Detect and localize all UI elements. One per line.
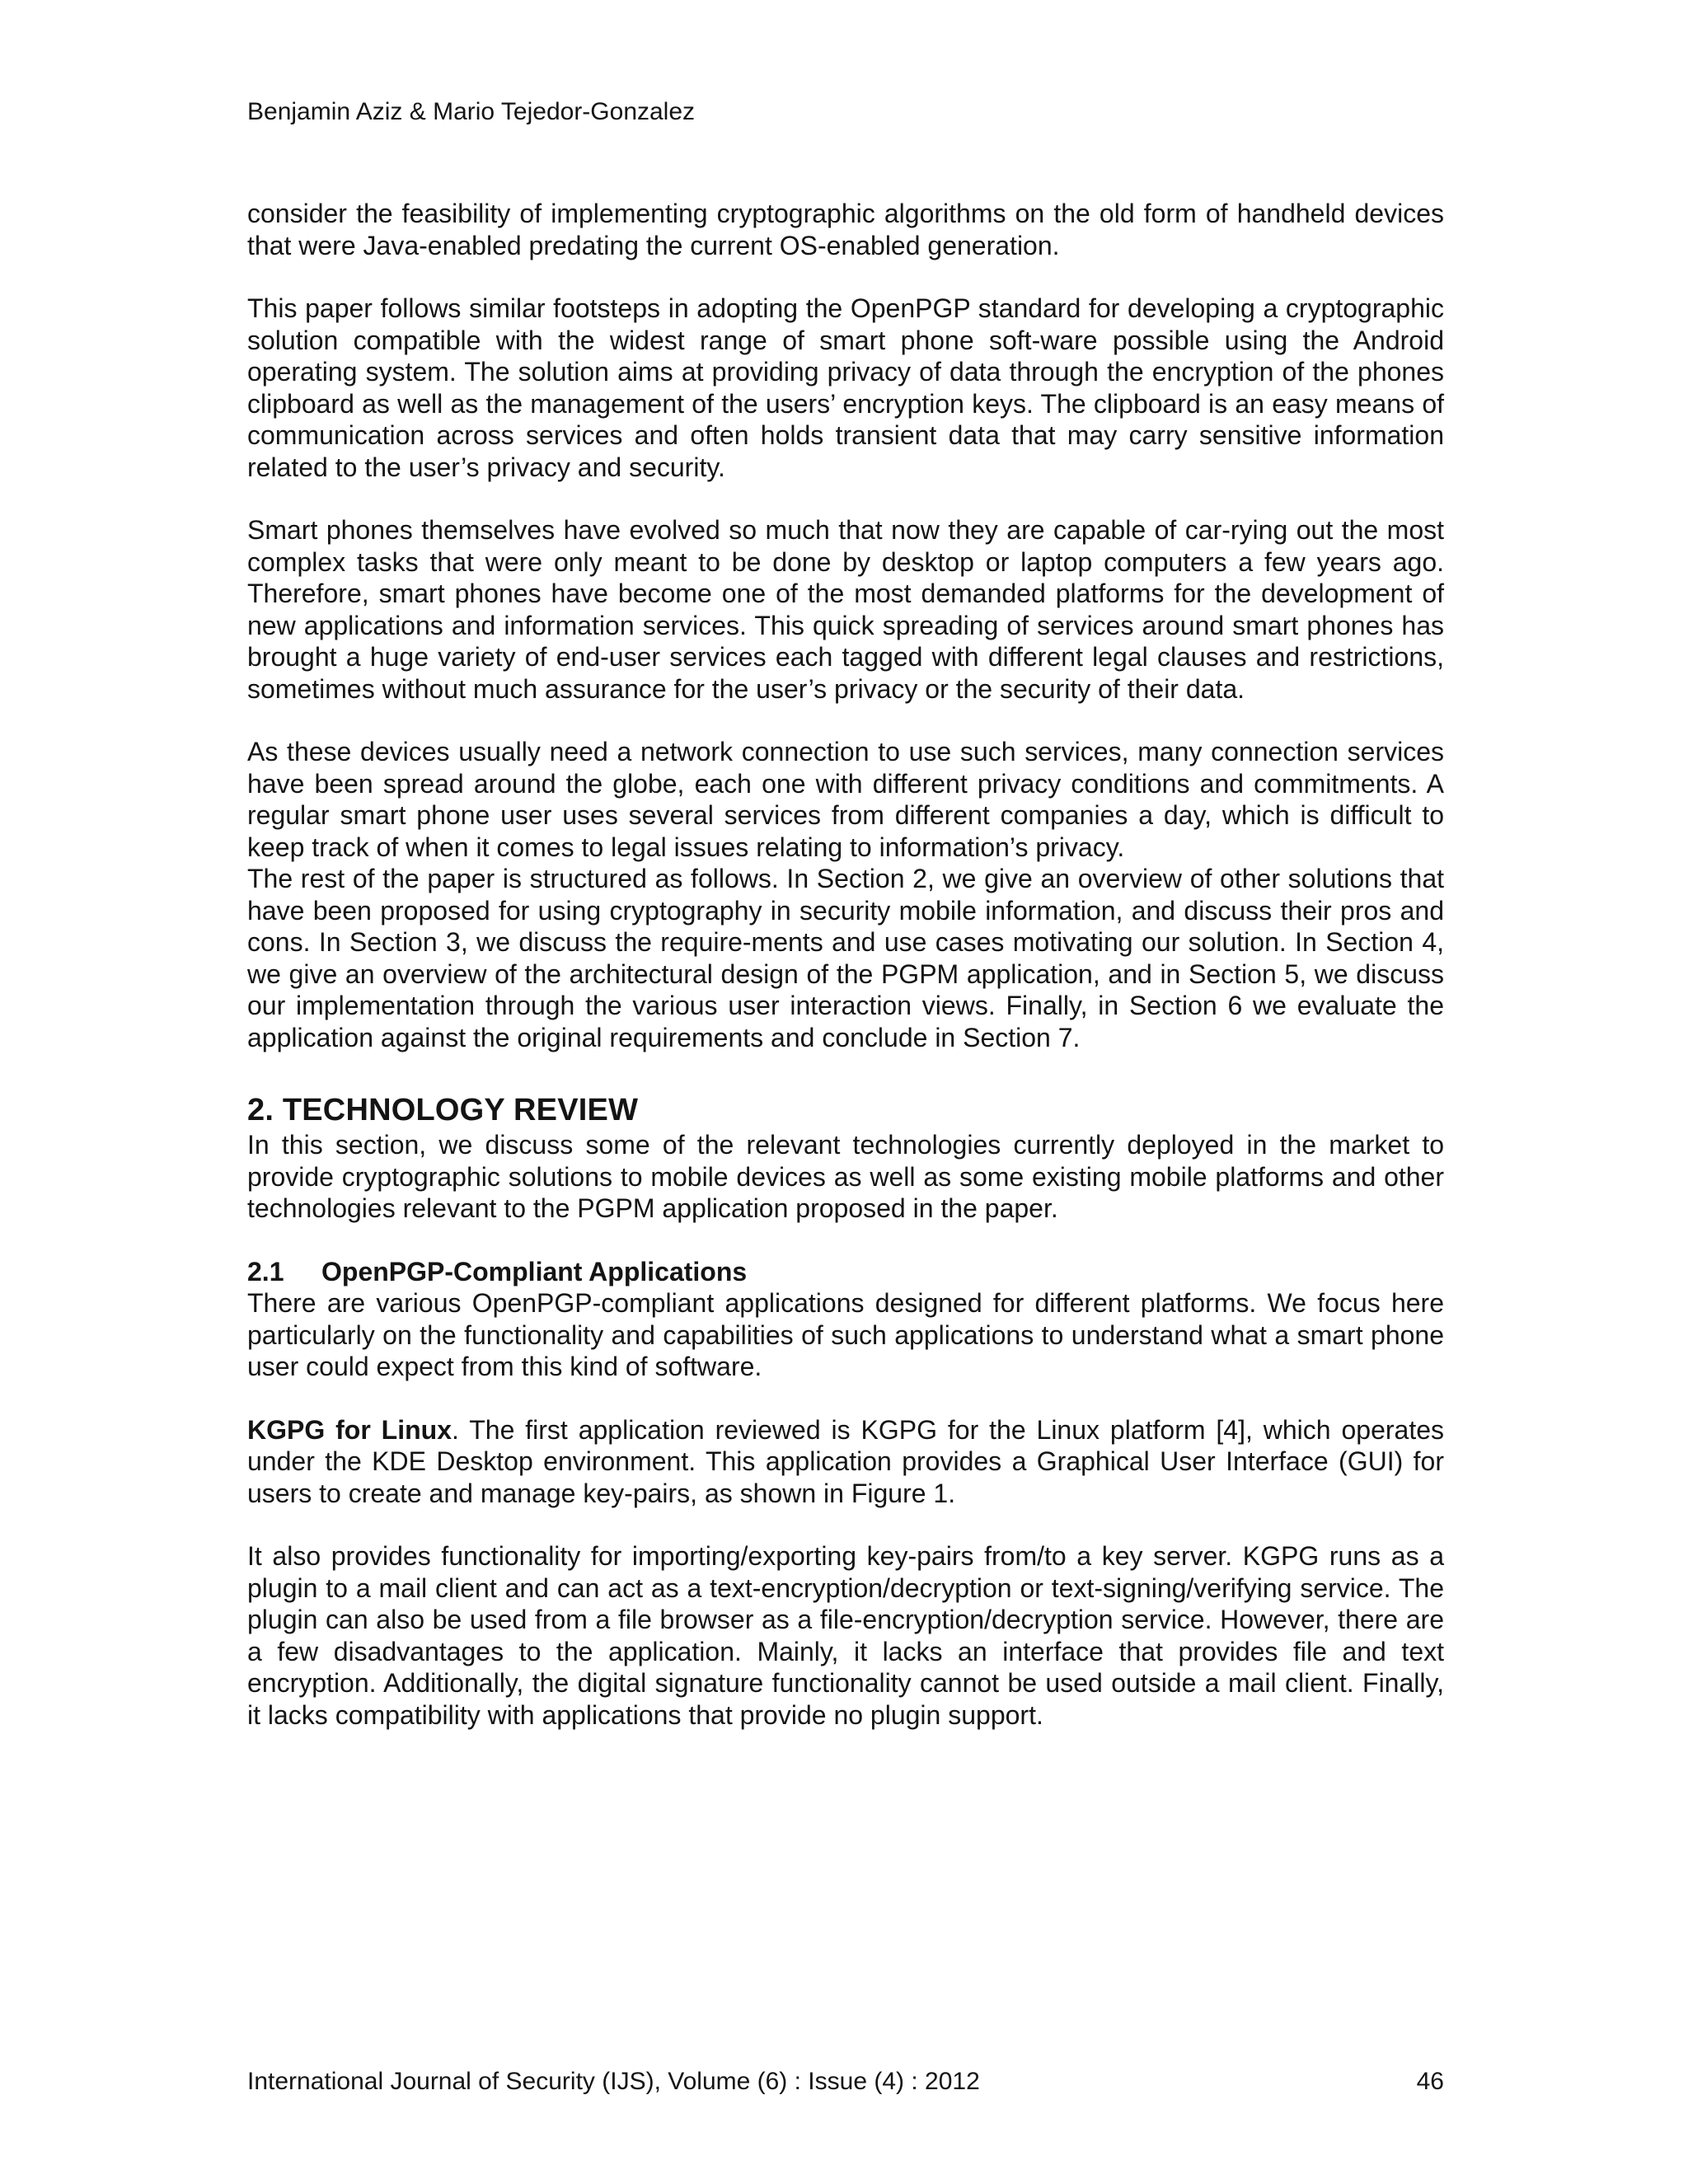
kgpg-paragraph bbox=[247, 1414, 1444, 1510]
paragraph-1: consider the feasibility of implementing cryptographic algorithms on the old form of handheld devices that were Java-enabled predating the current OS-enabled generation. bbox=[247, 199, 1444, 260]
paragraph-3: Smart phones themselves have evolved so much that now they are capable of car-rying out the most complex tasks that were only meant to be done by desktop or laptop computers a few years ago. Therefore, smart phones have become one of the most demanded platforms for the development of new applications and information services. This quick spreading of services around smart phones has brought a huge variety of end-user services each tagged with different legal clauses and restrictions, sometimes without much assurance for the user’s privacy or the security of their data. bbox=[247, 515, 1444, 704]
footer-page-number: 46 bbox=[1416, 2068, 1444, 2095]
subsection-number: 2.1 bbox=[247, 1256, 284, 1286]
running-header-authors: Benjamin Aziz & Mario Tejedor-Gonzalez bbox=[247, 98, 696, 125]
subsection-2-1-paragraph-1: There are various OpenPGP-compliant applications designed for different platforms. We focus here particularly on the functionality and capabilities of such applications to understand what a smart phone user could expect from this kind of software. bbox=[247, 1288, 1444, 1381]
kgpg-paragraph-text: . The first application reviewed is KGPG for the Linux platform [4], which operates under the KDE Desktop environment. This application provides a Graphical User Interface (GUI) for users to create and manage key-pairs, as shown in Figure 1. bbox=[247, 1414, 1445, 1508]
body-column bbox=[247, 198, 1444, 1731]
subsection-title: OpenPGP-Compliant Applications bbox=[321, 1256, 748, 1286]
footer-journal-citation: International Journal of Security (IJS), Volume (6) : Issue (4) : 2012 bbox=[247, 2068, 980, 2095]
paragraph-2: This paper follows similar footsteps in adopting the OpenPGP standard for developing a cryptographic solution compatible with the widest range of smart phone soft-ware possible using the Android operating system. The solution aims at providing privacy of data through the encryption of the phones clipboard as well as the management of the users’ encryption keys. The clipboard is an easy means of communication across services and often holds transient data that may carry sensitive information related to the user’s privacy and security. bbox=[247, 293, 1444, 482]
section-heading-technology-review: 2. TECHNOLOGY REVIEW bbox=[247, 1093, 639, 1127]
kgpg-run-in-label: KGPG for Linux bbox=[247, 1414, 452, 1445]
kgpg-paragraph-2: It also provides functionality for importing/exporting key-pairs from/to a key server. KGPG runs as a plugin to a mail client and can act as a text-encryption/decryption or text-signing/verifying service. The plugin can also be used from a file browser as a file-encryption/decryption service. However, there are a few disadvantages to the application. Mainly, it lacks an interface that provides file and text encryption. Additionally, the digital signature functionality cannot be used outside a mail client. Finally, it lacks compatibility with applications that provide no plugin support. bbox=[247, 1541, 1444, 1730]
running-footer bbox=[247, 2067, 1444, 2097]
paragraph-5: The rest of the paper is structured as follows. In Section 2, we give an overview of other solutions that have been proposed for using cryptography in security mobile information, and discuss their pros and cons. In Section 3, we discuss the require-ments and use cases motivating our solution. In Section 4, we give an overview of the architectural design of the PGPM application, and in Section 5, we discuss our implementation through the various user interaction views. Finally, in Section 6 we evaluate the application against the original requirements and conclude in Section 7. bbox=[247, 864, 1444, 1052]
subsection-heading-openpgp-apps bbox=[247, 1256, 1444, 1288]
section-2-intro: In this section, we discuss some of the relevant technologies currently deployed in the market to provide cryptographic solutions to mobile devices as well as some existing mobile platforms and other technologies relevant to the PGPM application proposed in the paper. bbox=[247, 1130, 1444, 1223]
paragraph-4: As these devices usually need a network connection to use such services, many connection services have been spread around the globe, each one with different privacy conditions and commitments. A regular smart phone user uses several services from different companies a day, which is difficult to keep track of when it comes to legal issues relating to information’s privacy. bbox=[247, 737, 1444, 862]
